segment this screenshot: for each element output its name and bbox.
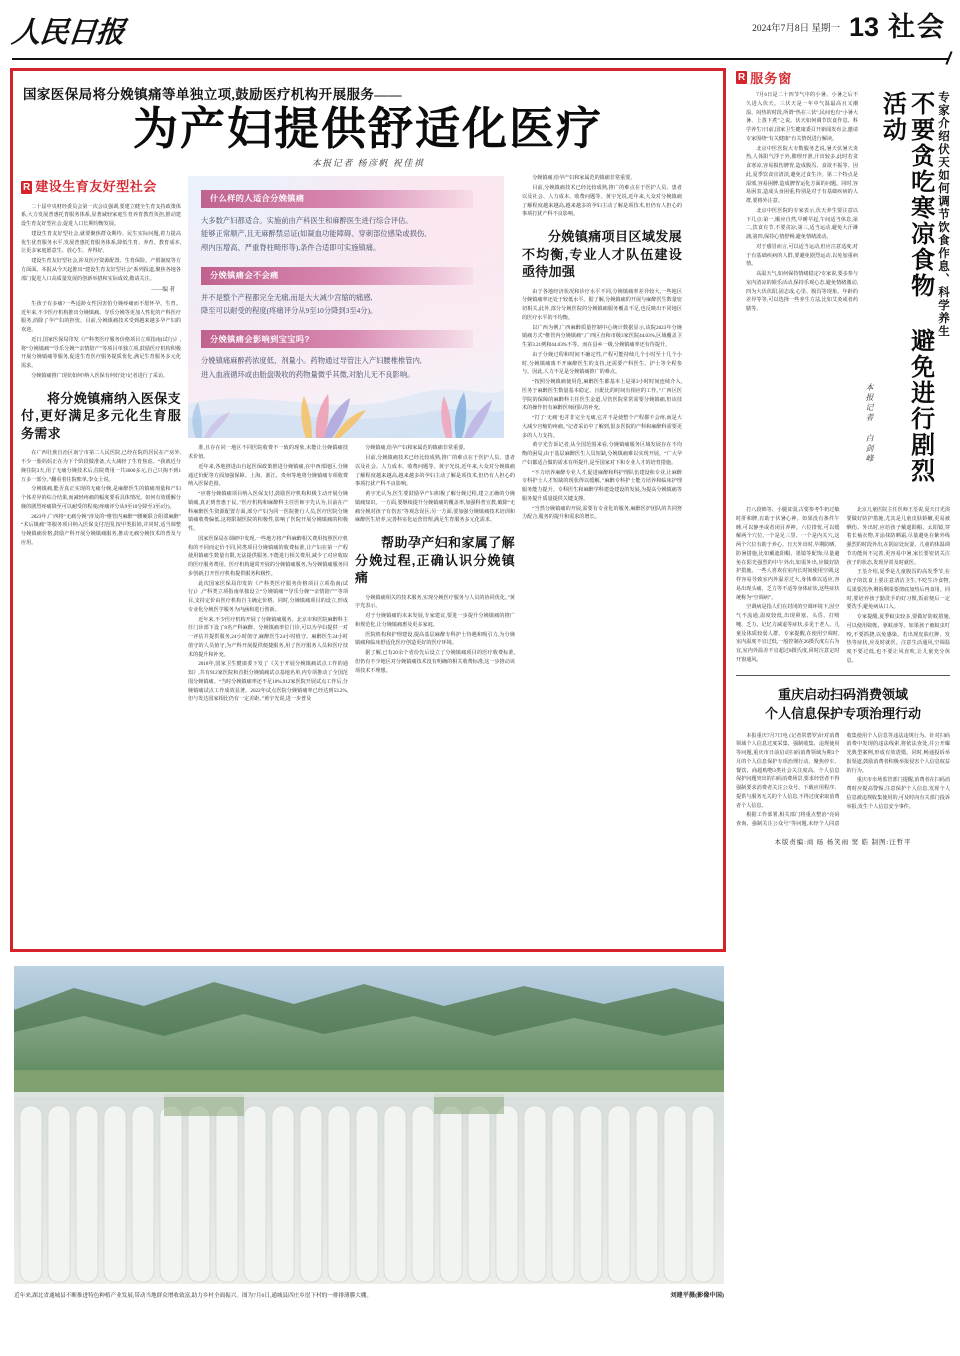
infographic-item [201,188,491,254]
main-columns [21,174,715,705]
infographic-item-body [201,214,491,254]
service-lead-text [746,91,862,506]
paragraph: 近日,国家医保局印发《产科类医疗服务价格项目立项指南(试行)》,将“分娩镇痛”“导乐分娩”“亲情陪产”等项目单独立项,鼓励医疗机构积极开展分娩镇痛等服务,促进生育医疗服务提质优化,满足生育服务多元化需求。 [21,336,181,370]
issue-date: 2024年7月8日 星期一 [752,24,840,34]
paragraph: 二十届中央财经委员会第一次会议强调,要建立健全生育支持政策体系,大力发展普惠托育服务体系,显著减轻家庭生育养育教育负担,推动建设生育友好型社会,促进人口长期均衡发展。 [21,203,181,228]
paragraph: 根据工作部署,相关部门将重点整治“亮码查询、强制关注公众号”等问题,未经个人同意收集使用个人信息等违法违规行为。针对扫码消费中发现的违法线索,将依法查处,并公开曝光典型案例,形成有效震慑。同时,畅通投诉举报渠道,鼓励消费者积极举报侵害个人信息权益的行为。 [736,732,950,828]
paragraph: 分娩镇痛推广现状如何?纳入医保有何好处?记者进行了采访。 [31,372,169,379]
service-headline: 不要贪吃寒凉食物 避免进行剧烈活动 [878,91,934,484]
column-3 [355,444,515,705]
section-tag-label: 建设生育友好型社会 [35,179,157,195]
paragraph: 准,且存在同一地区不同医院收费不一致的现象,未能让分娩镇痛技术价值。 [188,445,348,460]
subheading-3: 分娩镇痛项目区域发展不均衡,专业人才队伍建设亟待加强 [522,229,682,280]
paragraph: 黄宇光认为,医生要鼓励孕产妇积极了解分娩过程,建立正确的分娩镇痛知识。一方面,要继续提升分娩镇痛的覆盖率,加强科普宣教,破除“无痛分娩对孩子有伤害”等观念误区;另一方面,要加强分娩镇痛技术培训和麻醉医生培养,完善科室化运营管理,满足生育服务多元化需求。 [355,491,515,524]
right-rail [736,68,950,1352]
paragraph: 打八段锦等、小腿贫弱,古要参考牛奶过敏时肝和脾,有助于伏暑心神。如果没有条件午睡,可以静坐或者闭目养神。六位排忧,可以缓解两个穴位,一个是足三里、一个是内关穴,这两个穴位有助于养心。日天外出时,早期防晒、防暑措施,比如戴遮阳帽、墨镜等配饰;尽量避免在阳光强烈的中午外出,如需外出,应做好防护措施。一些人喜欢在室内长时间使用空调,这样容易导致室内外温差过大,身体难以适应,容易出现头痛、乏力等不适等身体症状,这些症状统称为“空调病”。 [736,507,840,601]
paragraph: “不力培养麻醉专业人才,促进麻醉和科护理队伍建设和专业,让麻醉专科护士人才短缺的现状得以缓解。”麻醉专科护士能力培养和临床护理服务能力提升。专科医生和麻醉学科建设建设的发展,为提高分娩镇痛等服务提升质量提供关键支撑。 [522,469,682,502]
paragraph: 2018年,国家卫生健康委下发了《关于开展分娩镇痛试点工作的通知》,共有912家医院和首批分娩镇痛试点基地名单,内专项推动了全国范围分娩镇痛。“当时分娩镇痛率还不足10%,912家医院开展试点工作后,分娩镇痛试点工作成效显著。2022年试点医院分娩镇痛率已经达到53.2%,但与发达国家相比仍有一定差距。”黄宇光说,进一步普及 [188,661,348,703]
infographic-content [188,176,504,381]
infographic-panel [188,176,504,438]
r-badge-icon: R [738,72,746,83]
paragraph: “应将分娩镇痛项目纳入医保支付,鼓励医疗机构积极主动开展分娩镇痛,真正到普惠于民。”医疗机构和麻醉科主任医师宇先认为,目前在产科麻醉医生资源配置方面,部分产妇为同一医院推行人员,医疗医院分娩镇痛收费偏低,这将限制医院的积极性,影响了医院开展分娩镇痛的积极性。 [188,491,348,532]
main-headline: 为产妇提供舒适化医疗 [132,103,603,154]
photo-credit: 刘建平摄(影像中国) [670,1292,724,1299]
paragraph: “打了‘无痛’也并非完全无痛,它并不是使整个产程都不会疼,而是大大减少宫缩的疼痛。”记者采访中了解到,很多医院的产科和麻醉科需要更多的人力支持。 [522,415,682,439]
subheading-2: 帮助孕产妇和家属了解分娩过程,正确认识分娩镇痛 [355,535,515,586]
infographic-line: 进入血液循环或由胎盘吸收的药物量微乎其微,对胎儿无不良影响。 [201,369,415,379]
page-number: 13 [848,12,879,42]
infographic-line: 能够正常顺产,且无麻醉禁忌证(如凝血功能障碍、穿刺部位感染或损伤、 [201,229,432,239]
paragraph: 重庆市市场监管部门提醒,消费者在扫码消费时应提高警惕,注意保护个人信息,发现个人信息被违规收集使用的,可及时向有关部门投诉举报,发生个人信息安全事件。 [846,777,950,810]
photo-caption: 近年来,湖北省通城县不断推进特色种植产业发展,带动当地群众增收致富,助力乡村全面振兴。图为7月6日,通城县四庄乡崖下村的一排排薄膜大棚。 [14,1293,373,1299]
infographic-line: 分娩镇痛麻醉药浓度低、剂量小。药物通过导管注入产妇腰椎椎管内, [201,356,422,366]
service-tag-label: 服务窗 [750,71,793,86]
r-badge-icon: R [23,181,31,193]
vertical-headline-zone [736,91,950,506]
paragraph: 此次国家医保局印发的《产科类医疗服务价格项目立项指南(试行)》,产科类立项指南单独设立“分娩镇痛”“导乐分娩”“亲情陪产”等项目,支持定价由医疗机构自主确定价格。同时,分娩镇痛项目的设立,形成专业化分娩医学服务为内涵和进行创新。 [188,580,348,613]
service-shoulder-headline: 专家介绍伏天如何调节饮食作息、科学养生 [937,91,949,338]
paragraph: 空调病是指人们在封闭的空调环境下,因空气不流通,温度较低,出现鼻塞、头昏、打喷嚏、乏力、记忆力减退等症状,多见于老人、儿童及体质较弱人群。专家提醒,在使用空调时,室内温度不宜过低,一般控制在26摄氏度左右为宜,室内外温差不宜超过8摄氏度,同时注意定时开窗通风。 [736,604,840,663]
masthead [0,0,960,66]
paragraph: 王荃介绍,夏季是儿童腹泻的高发季节,在孩子的饮食上要注意清洁卫生,不吃生冷食物,瓜果要洗净,剩饭剩菜要彻底加热后再食用。同时,要培养孩子勤洗手的好习惯,饭前便后一定要洗手,避免病从口入。 [846,569,950,611]
photo-block [14,966,724,1306]
paragraph: 据了解,已有20余个省份先后设立了分娩镇痛项目的医疗收费标准,但仍有不少地区对分娩镇痛技术没有明确的相关收费标准,这一步推动该项技术不理想。 [355,650,515,674]
column-2 [188,444,348,705]
paragraph: 专家提醒,夏季蚊虫较多,要做好防蚊措施,可以使用蚊帐、驱蚊液等。如果孩子被蚊虫叮咬,不要抓挠,以免感染。若出现皮肤红肿、发热等症状,应及时就医。注意生活通风,空调温度不要过低,也不要让风直吹,让儿童充分休息。 [846,614,950,664]
infographic-item-title: 分娩镇痛会影响到宝宝吗? [201,330,473,348]
infographic-line: 并不是整个产程都完全无痛,而是大大减少宫缩的痛感, [201,292,373,302]
subheading-1: 将分娩镇痛纳入医保支付,更好满足多元化生育服务需求 [21,390,181,441]
sub-columns [188,444,515,705]
infographic-item-body [201,354,491,381]
paragraph: 黄宇光告诉记者,从全国范围来看,分娩镇痛服务区域发展存在不均衡的困局,由于基层麻醉医生人员短缺,分娩镇痛难以实现开展。“广大孕产妇都适合做的需求有所提升,是至国家对下和专业人才的培育措施。 [522,442,682,466]
paragraph: 目前,分娩镇痛技术已经比较成熟,推广的难点在于医护人员、患者以及社会、人力成本、收费问题等。黄宇光说,近年来,大众对分娩镇痛了解程度越来越高,越来越多的孕妇主动了解是项技术,但仍有人担心的事项打扰产科不良影响。 [355,455,515,488]
headline-line-2: 个人信息保护专项治理行动 [764,705,921,721]
main-article-frame [10,68,726,952]
infographic-item-title: 分娩镇痛会不会痛 [201,267,473,285]
infographic-item-title: 什么样的人适合分娩镇痛 [201,190,473,208]
paragraph: 国家医保局在调研中发现,一些地方将产科麻醉相关费用按照医疗机构的不同而定价不同,同类项目分娩镇痛的收费标准,让产妇在第一产程使用镇痛生数量有限,无法提供服务,不能进行相关费用,减少了对应收取的医疗服务费用。医疗机构通常开展的分娩镇痛服务,为分娩镇痛服务同步创新,打开医疗机构提供服务积极性。 [188,535,348,577]
paragraph: 分娩镇痛,能否真正实现的无痛分娩,是麻醉医生的镇痛剂量和产妇个体差异的综合结果,而减轻疼痛的幅度要看具体情况。如何有效缓解分娩的剧烈疼痛降至可以耐受的程度(疼痛评分从9至10分降至3至4分)。 [21,486,181,510]
paragraph: 目前,分娩镇痛技术已经比较成熟,推广的难点在于医护人员、患者以及社会、人力成本、收费问题等。黄宇光说,近年来,大众对分娩镇痛了解程度越来越高,越来越多的孕妇主动了解是项技术,但仍有人担心的事项打扰产科不良影响。 [522,185,682,218]
paragraph: 7月6日是二十四节气中的小暑。小暑之后不久进入伏天。三伏天是一年中气温最高且又潮湿、闷热的时段,所谓“热在三伏”,民间也有“小暑大暑、上蒸下煮”之说。伏天如何调节饮食作息、科学养生?日前,国家卫生健康委召开新闻发布会,邀请专家围绕“有关健康”有关情况进行解读。 [746,92,858,142]
paragraph: 由于各地经济状况和诊疗水平不同,分娩镇痛率差异较大,一些地区分娩镇痛率还处于较低水平。据了解,分娩镇痛的开展与麻醉医生数量密切相关,此外,部分分娩医院的分娩镇痛服务覆盖不足,也反映出不同地区的医疗水平的不均衡。 [522,288,682,321]
paragraph: 分娩镇痛,给孕产妇和家属范的镇痛非常重要。 [532,175,636,182]
section-divider [736,675,950,676]
photo-caption-row [14,1290,724,1299]
infographic-line: 大多数产妇都适合。实施前由产科医生和麻醉医生进行综合评估。 [201,215,413,225]
paragraph: 近年来,不少医疗机构开展了分娩镇痛服务。北京市和医院麻醉科主任门诊部下设了8名产科麻醉、分娩镇痛率位门诊,可以为孕妇提供一对一评估并提供服务,24小时值守,麻醉医生24小时值守、麻醉医生24小时值守的人员值守,为产科开展提供便捷服务,用了医疗服务人员和医疗技术的提升和补充。 [188,616,348,658]
service-section-tag [736,68,950,87]
paragraph: 北京儿童医院主任医师王荃说,夏天日光浴要做好防护措施,尤其是儿童皮肤娇嫩,更易被晒伤。外出时,应给孩子戴遮阳帽、太阳镜,穿着长袖衣物,并涂抹防晒霜,尽量避免在紫外线强烈的时段外出,在阴凉处玩耍。儿童的体温调节功能尚不完善,更容易中暑,家长要密切关注孩子的状态,发现异常及时就医。 [846,507,950,566]
paragraph: “当然分娩镇痛的开展,需要有专业化的服务,麻醉医护团队的共同努力配合,服务的提升和需求的增长。 [522,505,682,521]
infographic-item [201,265,491,317]
headline-line-1: 重庆启动扫码消费领域 [777,687,908,702]
page-credits: 本版责编:商 旸 杨笑雨 窦 皓 制图:汪哲平 [774,838,912,846]
editor-note-mark: ——编 者 [151,287,175,294]
paragraph: 北京中医医院的专家表示,伏天养生要注意以下几点:第一,顺应自然,早睡早起,午间适当休息;第二,饮食有节,不要贪凉;第三,适当运动,避免大汗淋漓;第四,保持心情舒畅,避免情绪波动。 [746,207,858,240]
service-body-columns [736,506,950,666]
paragraph: 在广西壮族自治区南宁市第二人民医院,已经在院的居民在产房外,不少一胎妈妈正在为下个阶段做准备,大大减轻了生育焦虑。“我就近分娩住院3天,用了无痛分娩技术后,住院费用一共3000多元,自己只掏不到1万多一部分。”翻看着住院账单,李女士说。 [21,450,181,483]
publication-logo: 人民日报 [10,17,126,49]
paragraph: “按照分娩镇痛使用范,麻醉医生都基本上是第3小时时间连续介入,医务于麻醉医生数量基本稳定、且配比的时间有相应的工作。”广西区医学院的保障的麻醉科主任医生金道,尽管医院常常需要分娩镇痛,但该技术的操作仍有麻醉医师团队的补充。 [522,379,682,412]
paragraph: 北京中医医院大专数服务艺说,暑天伏暑天炎热,人体阳气浮于外,腠理开泄,汗出较多,此时若贪食寒凉,容易损伤脾胃,造成腹泻、食欲不振等。因此,夏季饮食宜清淡,避免过食生冷。第二个特点是湿邪,容易困脾,造成脾胃运化方面的问题。同时,容易困表,造成头身困重,特别是对于有基础疾病的人群,要格外注意。 [746,145,858,204]
section-tag [21,176,181,198]
infographic-and-columns [188,174,515,705]
photo-image [14,966,724,1284]
photo-illustration [14,966,724,1284]
paragraph: 分娩镇痛相关的技术服务,实现分娩医疗服务与人员的协同优化。”黄宇光表示。 [355,594,515,610]
main-byline: 本报记者 杨彦帆 祝佳祺 [311,158,425,169]
column-4 [522,174,682,705]
service-byline: 本报记者 白剑峰 [865,383,874,464]
paragraph: 建设生育友好型社会,涉及医疗资源配置、生育保险、产假制度等方方面面。本报从今天起推出“建设生育友好型社会”系列报道,聚焦各地各部门促进人口高质量发展的创新举措和实际成效,敬请关注。 [21,258,181,282]
infographic-line: 降至可以耐受的程度(疼痛评分从9至10分降到3至4分)。 [201,306,378,316]
paragraph: 分娩镇痛,给孕产妇和家属范的镇痛非常重要。 [365,445,469,452]
column-1 [21,174,181,705]
masthead-meta [752,14,946,41]
bottom-article-body [736,732,950,829]
masthead-divider [12,58,948,60]
paragraph: 由于分娩过程和时间不确定性,产程可能持续几个小时至十几个小时,分娩镇痛离不开麻醉医生的支持,还需要产科医生、护士等全程参与。因此,人力不足是分娩镇痛推广的难点。 [522,351,682,376]
paragraph: 以广西为例,广西麻醉质量控制中心统计数据显示,该院2023年分娩镇痛方式“椎管内分娩镇痛”,广西区直和市级3家医院44.03%,区域覆盖卫生第3.21例和44.03%不等。而在县乡一级,分娩镇痛率还有待提升。 [522,324,682,349]
infographic-item-body [201,291,491,318]
paragraph: 生孩子有多痛?一些适龄女性因害怕分娩疼痛而不愿怀孕、生育。近年来,不少医疗机构推出分娩镇痛、导乐分娩等更加人性化的产科医疗服务,消除了孕产妇的担忧。目前,分娩镇痛技术受到越来越多孕产妇的欢迎。 [21,300,181,334]
paragraph: 本报重庆7月7日电 (记者常碧罗)针对消费领域个人信息过度采集、强制收集、违规使用等问题,重庆市日前启动扫码消费领域为期3个月的个人信息保护专项治理行动。聚焦停车、餐饮、商超购物3类社会关注度高、个人信息保护问题突出的扫码消费场景,要求经营者不得强制要求消费者关注公众号、下载应用程序、提供与服务无关的个人信息,不得过度索取消费者个人信息。 [736,732,840,809]
paragraph: 对于感冒而言,可以适当运动,但应注意适度;对于有基础疾病的人群,要避免剧烈运动,以免加重病情。 [746,243,858,268]
bottom-article-headline [736,686,950,724]
paragraph: 高温天气,如何保持情绪稳定?专家说,要多参与室内清凉的娱乐活动,保持乐观心态,避免情绪激动,四为大伏伏阳,固志成,心里、腹泻等现象。年龄的差异等等,可以选择一些养生方法,比如艾灸或者药膳等。 [746,271,858,312]
infographic-item [201,329,491,381]
infographic-line: 颅内压增高、严重脊柱畸形等),条件合适即可实施镇痛。 [201,242,381,252]
section-name: 社会 [888,12,946,42]
paragraph: 建设生育友好型社会,就要聚焦群众期待、民生实际问题,着力提高优生优育服务水平,发展普惠托育服务体系,降低生育、养育、教育成本,让更多家庭愿意生、放心生、养得好。 [21,230,181,255]
shoulder-headline: 国家医保局将分娩镇痛等单独立项,鼓励医疗机构开展服务—— [23,87,403,102]
paragraph: 医院机构和护理建设,提高基层麻醉专科护士待遇和吸引力,为分娩镇痛和临床舒适化医疗创造更好的医疗环境。 [355,631,515,647]
paragraph: 对于分娩镇痛的未来发展,专家建议,要进一步提升分娩镇痛的推广和规范化,让分娩镇痛惠及更多家庭。 [355,613,515,628]
paragraph: 2023年,广西将“无痛分娩”涉及的“椎管内麻醉”“腰硬联合阻滞麻醉”“术后镇痛”等服务项目纳入医保支付范围,按甲类报销,并同时,适当调整分娩镇痛价格,鼓励产科开展分娩镇痛服务,推动无痛分娩技术的普及与应用。 [21,513,181,546]
paragraph: 近年来,各地推进由自起医保政策推进分娩镇痛,在中西部地区,分娩通过价配等方面加强保障。上海、浙江、贵州等地将分娩镇痛专项收费纳入医保范围。 [188,463,348,488]
